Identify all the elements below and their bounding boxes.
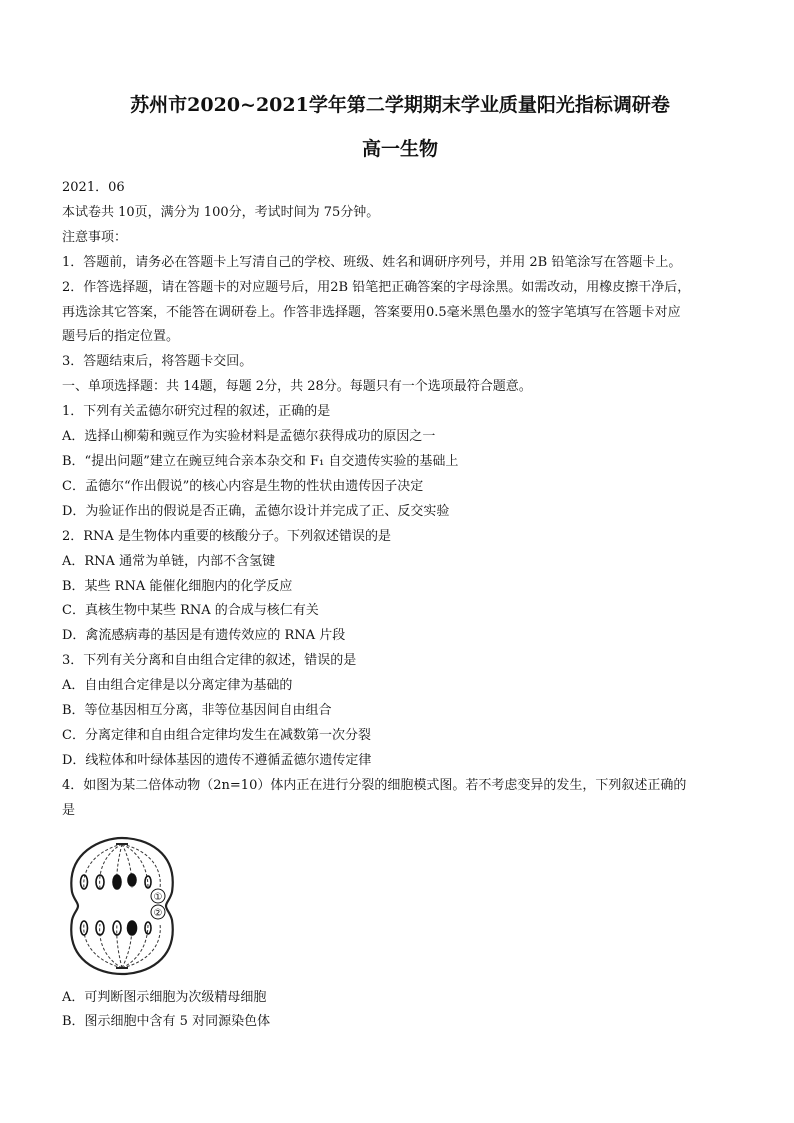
question-option: B．某些 RNA 能催化细胞内的化学反应 bbox=[62, 578, 293, 594]
question-option: A．选择山柳菊和豌豆作为实验材料是孟德尔获得成功的原因之一 bbox=[62, 429, 436, 445]
exam-page bbox=[62, 92, 738, 1035]
question-stem-continued: 是 bbox=[62, 802, 76, 818]
question-option: B．“提出问题”建立在豌豆纯合亲本杂交和 F₁ 自交遗传实验的基础上 bbox=[62, 453, 459, 469]
chromosomes-lower bbox=[81, 921, 152, 935]
exam-body bbox=[62, 176, 738, 1035]
question-option: C．分离定律和自由组合定律均发生在减数第一次分裂 bbox=[62, 727, 371, 743]
figure-label-1: ① bbox=[153, 891, 163, 903]
question-option: D．为验证作出的假说是否正确，孟德尔设计并完成了正、反交实验 bbox=[62, 503, 450, 519]
note-item: 再选涂其它答案，不能答在调研卷上。作答非选择题，答案要用0.5毫米黑色墨水的签字笔填写在答题卡对应 bbox=[62, 304, 681, 320]
question-option: C．孟德尔“作出假说”的核心内容是生物的性状由遗传因子决定 bbox=[62, 478, 424, 494]
section-heading: 一、单项选择题：共 14题，每题 2分，共 28分。每题只有一个选项最符合题意。 bbox=[62, 379, 532, 395]
exam-subtitle: 高一生物 bbox=[361, 138, 438, 160]
figure-label-2: ② bbox=[153, 907, 163, 919]
question-option: D．线粒体和叶绿体基因的遗传不遵循孟德尔遗传定律 bbox=[62, 752, 372, 768]
chromosomes-upper bbox=[81, 874, 152, 889]
question-option: B．等位基因相互分离，非等位基因间自由组合 bbox=[62, 703, 332, 719]
question-option: C．真核生物中某些 RNA 的合成与核仁有关 bbox=[62, 603, 319, 619]
question-stem: 1．下列有关孟德尔研究过程的叙述，正确的是 bbox=[62, 404, 331, 420]
question-stem: 4．如图为某二倍体动物（2n=10）体内正在进行分裂的细胞模式图。若不考虑变异的发生，下列叙述正确的 bbox=[62, 777, 687, 793]
question-option: D．禽流感病毒的基因是有遗传效应的 RNA 片段 bbox=[62, 628, 346, 644]
note-item: 3．答题结束后，将答题卡交回。 bbox=[62, 354, 253, 370]
question-option: A．自由组合定律是以分离定律为基础的 bbox=[62, 678, 293, 694]
question-stem: 2．RNA 是生物体内重要的核酸分子。下列叙述错误的是 bbox=[62, 528, 391, 544]
cell-diagram bbox=[62, 832, 182, 980]
question-option: A．RNA 通常为单链，内部不含氢键 bbox=[62, 553, 276, 569]
spindle-fibers-lower bbox=[84, 924, 161, 968]
notes-heading: 注意事项： bbox=[62, 229, 128, 245]
cell-division-figure bbox=[62, 832, 738, 980]
note-item: 题号后的指定位置。 bbox=[62, 329, 180, 345]
cell-membrane bbox=[71, 838, 172, 974]
exam-date: 2021．06 bbox=[62, 180, 125, 195]
exam-intro: 本试卷共 10页，满分为 100分，考试时间为 75分钟。 bbox=[62, 204, 380, 220]
question-option: A．可判断图示细胞为次级精母细胞 bbox=[62, 989, 267, 1005]
note-item: 1．答题前，请务必在答题卡上写清自己的学校、班级、姓名和调研序列号，并用 2B 铅笔涂写在答题卡上。 bbox=[62, 254, 682, 270]
exam-title: 苏州市2020~2021学年第二学期期末学业质量阳光指标调研卷 bbox=[130, 94, 670, 116]
question-stem: 3．下列有关分离和自由组合定律的叙述，错误的是 bbox=[62, 653, 357, 669]
note-item: 2．作答选择题，请在答题卡的对应题号后，用2B 铅笔把正确答案的字母涂黑。如需改动，用橡皮擦干净后， bbox=[62, 279, 691, 295]
question-option: B．图示细胞中含有 5 对同源染色体 bbox=[62, 1014, 271, 1030]
